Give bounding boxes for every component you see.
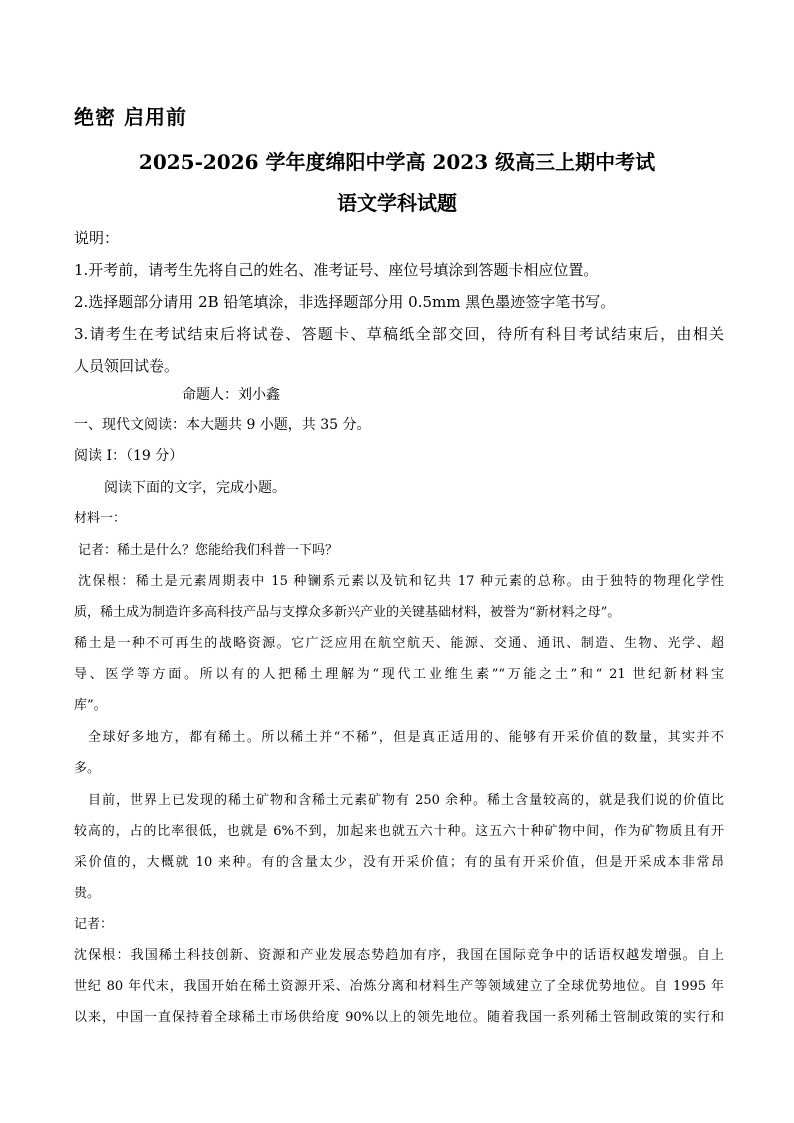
- instruction-item-3: 3.请考生在考试结束后将试卷、答题卡、草稿纸全部交回，待所有科目考试结束后，由相关: [74, 325, 724, 343]
- material-line: 贵。: [74, 886, 101, 901]
- question-author: 命题人：刘小鑫: [182, 387, 280, 403]
- material-line: 记者：稀土是什么？您能给我们科普一下吗？: [78, 543, 339, 558]
- instruction-item-4: 人员领回试卷。: [74, 357, 180, 375]
- reading-prompt: 阅读下面的文字，完成小题。: [104, 480, 286, 496]
- material-line: 沈保根：稀土是元素周期表中 15 种镧系元素以及钪和钇共 17 种元素的总称。由于独特的物理化学性: [78, 574, 724, 589]
- instructions-label: 说明：: [74, 229, 120, 247]
- material-label: 材料一：: [74, 511, 127, 526]
- material-line: 世纪 80 年代末，我国开始在稀土资源开采、冶炼分离和材料生产等领域建立了全球优势地位。自 1995 年: [74, 979, 724, 994]
- material-line: 质，稀土成为制造许多高科技产品与支撑众多新兴产业的关键基础材料，被誉为“新材料之母”。: [74, 605, 621, 620]
- material-line: 全球好多地方，都有稀土。所以稀土并“不稀”，但是真正适用的、能够有开采价值的数量，其实并不: [88, 730, 724, 745]
- material-line: 较高的，占的比率很低，也就是 6%不到，加起来也就五六十种。这五六十种矿物中间，作为矿物质且有开: [74, 824, 724, 839]
- exam-title: 2025-2026 学年度绵阳中学高 2023 级高三上期中考试: [138, 150, 656, 174]
- material-line: 多。: [74, 761, 101, 776]
- secret-mark: 绝密 启用前: [74, 105, 187, 129]
- material-line: 稀土是一种不可再生的战略资源。它广泛应用在航空航天、能源、交通、通讯、制造、生物、光学、超: [74, 636, 724, 651]
- instruction-item-2: 2.选择题部分请用 2B 铅笔填涂，非选择题部分用 0.5mm 黑色墨迹签字笔书写。: [74, 293, 616, 311]
- subject-title: 语文学科试题: [337, 191, 457, 215]
- material-line: 沈保根：我国稀土科技创新、资源和产业发展态势趋加有序，我国在国际竞争中的话语权越发增强。自上: [74, 948, 724, 963]
- material-line: 以来，中国一直保持着全球稀土市场供给度 90%以上的领先地位。随着我国一系列稀土管制政策的实行和: [74, 1010, 724, 1025]
- material-line: 记者：: [74, 917, 114, 932]
- material-line: 目前，世界上已发现的稀土矿物和含稀土元素矿物有 250 余种。稀土含量较高的，就是我们说的价值比: [88, 793, 724, 808]
- reading-label: 阅读 I：（19 分）: [74, 448, 184, 464]
- material-line: 库”。: [74, 698, 107, 713]
- material-line: 采价值的，大概就 10 来种。有的含量太少，没有开采价值；有的虽有开采价值，但是开采成本非常昂: [74, 855, 724, 870]
- material-line: 导、医学等方面。所以有的人把稀土理解为“现代工业维生素”“万能之土”和“ 21 世纪新材料宝: [74, 667, 724, 682]
- section-heading: 一、现代文阅读：本大题共 9 小题，共 35 分。: [74, 417, 371, 433]
- instruction-item-1: 1.开考前，请考生先将自己的姓名、准考证号、座位号填涂到答题卡相应位置。: [74, 261, 599, 279]
